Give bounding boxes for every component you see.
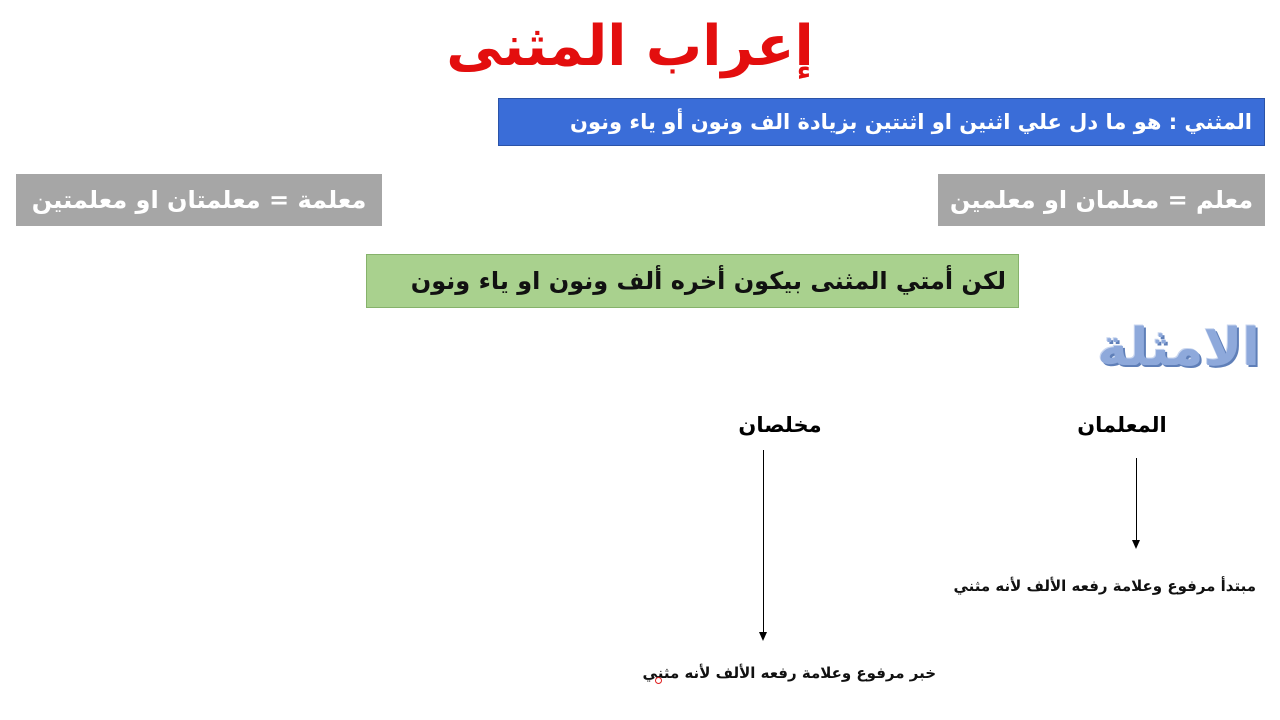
example-word-loyal: مخلصان xyxy=(738,413,822,437)
note-box xyxy=(366,254,1019,308)
parsing-loyal: خبر مرفوع وعلامة رفعه الألف لأنه مثني xyxy=(642,664,936,682)
parsing-teachers: مبتدأ مرفوع وعلامة رفعه الألف لأنه مثني xyxy=(953,577,1256,595)
examples-heading: الامثلة xyxy=(1097,318,1260,378)
arrow-down-line xyxy=(1136,458,1137,540)
page-title: إعراب المثنى xyxy=(446,14,814,79)
arrow-down-icon xyxy=(759,632,767,641)
note-text: لكن أمتي المثنى بيكون أخره ألف ونون او ياء ونون xyxy=(410,267,1006,295)
example-female-text: معلمة = معلمتان او معلمتين xyxy=(31,186,367,214)
example-male-text: معلم = معلمان او معلمين xyxy=(949,186,1254,214)
red-dot-mark xyxy=(655,677,662,684)
example-male-box xyxy=(938,174,1265,226)
arrow-down-icon xyxy=(1132,540,1140,549)
definition-text: المثني : هو ما دل علي اثنين او اثنتين بزيادة الف ونون أو ياء ونون xyxy=(570,110,1252,134)
arrow-down-line xyxy=(763,450,764,632)
example-female-box xyxy=(16,174,382,226)
definition-box xyxy=(498,98,1265,146)
example-word-teachers: المعلمان xyxy=(1077,413,1167,437)
